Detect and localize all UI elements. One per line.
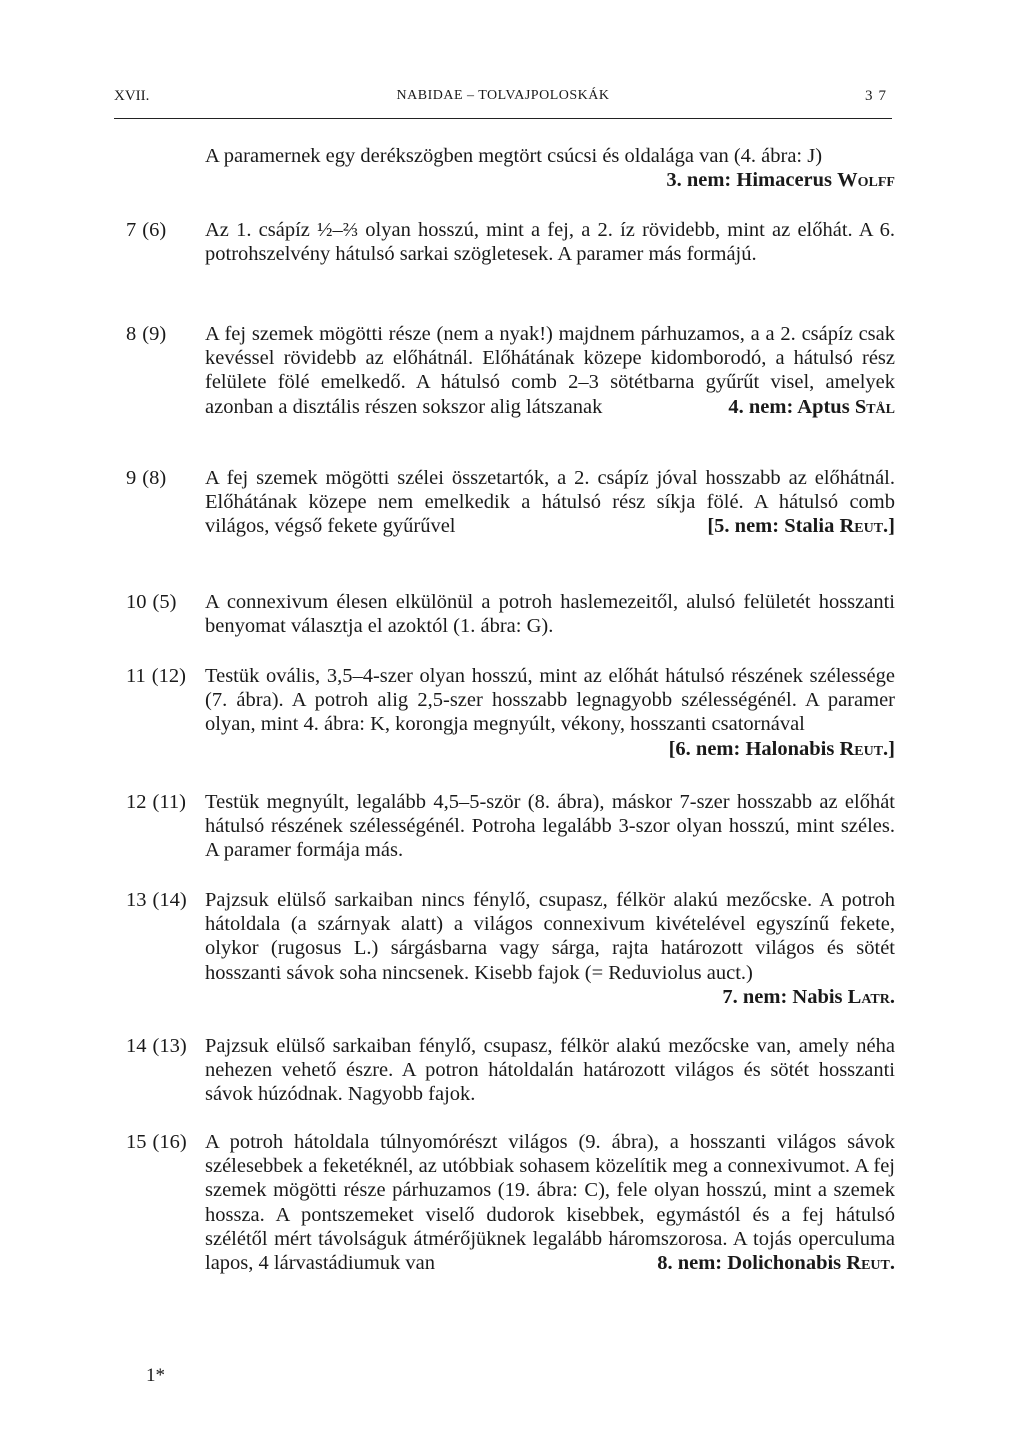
intro-paragraph (205, 144, 895, 192)
couplet-number: 9 (8) (126, 467, 167, 489)
intro-text: A paramernek egy derékszögben megtört csúcsi és oldalága van (4. ábra: J) (205, 145, 823, 167)
genus-reference: 7. nem: Nabis Latr. (722, 985, 895, 1008)
page-number: 37 (865, 88, 892, 104)
chapter-number: XVII. (114, 88, 150, 104)
couplet-text: Testük megnyúlt, legalább 4,5–5-ször (8. ábra), máskor 7-szer hosszabb az előhát hátulsó részének szélességénél. Potroha legalább 3-szor olyan hosszú, mint széles. A paramer formája más. (205, 791, 895, 862)
genus-reference: [5. nem: Stalia Reut.] (707, 515, 895, 538)
couplet-number: 12 (11) (126, 791, 186, 813)
couplet-text: Az 1. csápíz ½–⅔ olyan hosszú, mint a fej, a 2. íz rövidebb, mint az előhát. A 6. potrohszelvény hátulsó sarkai szögletesek. A paramer más formájú. (205, 219, 895, 266)
couplet-text: Pajzsuk elülső sarkaiban fénylő, csupasz, félkör alakú mezőcske van, amely néha nehezen vehető észre. A potron hátoldalán határozott világos és sötét hosszanti sávok húzódnak. Nagyobb fajok. (205, 1035, 895, 1106)
couplet-number: 10 (5) (126, 591, 177, 613)
couplet-number: 15 (16) (126, 1131, 187, 1153)
genus-reference: 8. nem: Dolichonabis Reut. (657, 1252, 895, 1275)
couplet-text: Testük ovális, 3,5–4-szer olyan hosszú, mint az előhát hátulsó részének szélessége (7. ábra). A potroh alig 2,5-szer hosszabb legnagyobb szélességénél. A paramer olyan, mint 4. ábra: K, korongja megnyúlt, vékony, hosszanti csatornával [6. nem: Halonabis Reut.] (205, 665, 895, 760)
genus-reference: [6. nem: Halonabis Reut.] (668, 737, 895, 760)
couplet-number: 11 (12) (126, 665, 186, 687)
couplet-number: 14 (13) (126, 1035, 187, 1057)
couplet-number: 13 (14) (126, 889, 187, 911)
couplet-text: A potroh hátoldala túlnyomórészt világos (9. ábra), a hosszanti világos sávok szélesebbek a feketéknél, az utóbbiak sohasem közelítik meg a connexivumot. A fej szemek mögötti része párhuzamos (19. ábra: C), fele olyan hosszú, mint a szemek hossza. A pontszemeket viselő dudorok kisebbek, egymástól és a fej hátulsó szélétől mért távolságuk átmérőjüknek legalább háromszorosa. A tojás operculuma lapos, 4 lárvastádiumuk van 8. nem: Dolichonabis Reut. (205, 1131, 895, 1275)
couplet-text: A fej szemek mögötti szélei összetartók, a 2. csápíz jóval hosszabb az előhátnál. Előhátának közepe nem emelkedik a hátulsó rész síkja fölé. A hátulsó comb világos, végső fekete gyűrűvel [5. nem: Stalia Reut.] (205, 467, 895, 538)
genus-label: 3. nem: Himacerus (666, 169, 833, 191)
signature-mark: 1* (146, 1365, 165, 1386)
running-header (114, 88, 892, 119)
couplet-number: 7 (6) (126, 219, 167, 241)
genus-reference: 4. nem: Aptus Stål (728, 395, 895, 418)
couplet-text: A connexivum élesen elkülönül a potroh haslemezeitől, alulsó felületét hosszanti benyomat választja el azoktól (1. ábra: G). (205, 591, 895, 638)
genus-reference (666, 168, 895, 192)
running-title: NABIDAE – TOLVAJPOLOSKÁK (396, 88, 610, 103)
couplet-number: 8 (9) (126, 323, 167, 345)
couplet-text: Pajzsuk elülső sarkaiban nincs fénylő, csupasz, félkör alakú mezőcske. A potroh hátoldala (a szárnyak alatt) a világos connexivum kivételével egyszínű fekete, olykor (rugosus L.) sárgásbarna vagy sárga, rajta határozott világos és sötét hosszanti sávok soha nincsenek. Kisebb fajok (= Reduviolus auct.) 7. nem: Nabis Latr. (205, 889, 895, 1008)
genus-author: Wolff (837, 169, 895, 191)
couplet-text: A fej szemek mögötti része (nem a nyak!) majdnem párhuzamos, a a 2. csápíz csak kevéssel rövidebb az előhátnál. Előhátának közepe kidomborodó, a hátulsó rész felülete fölé emelkedő. A hátulsó comb 2–3 sötétbarna gyűrűt visel, amelyek azonban a disztális részen sokszor alig látszanak 4. nem: Aptus Stål (205, 323, 895, 418)
